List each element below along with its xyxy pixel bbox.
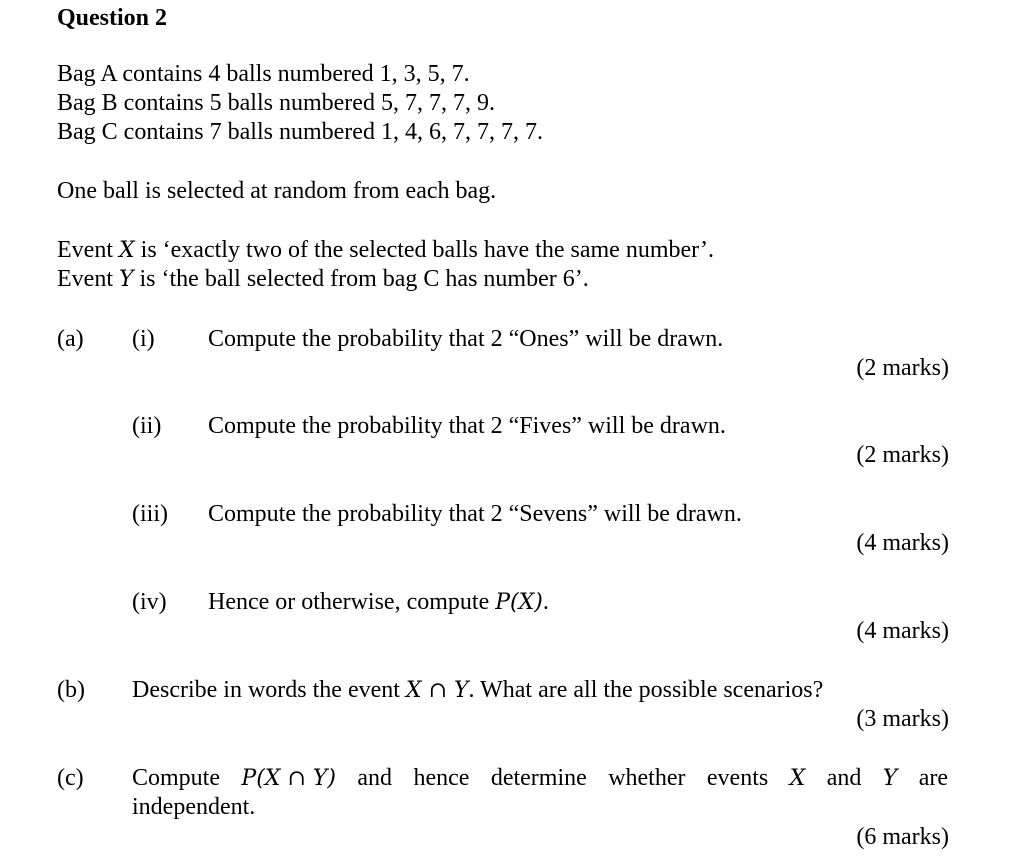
event-x-symbol: X	[118, 238, 135, 263]
part-c-word: Compute	[132, 765, 220, 791]
part-a-iv-lead: Hence or otherwise, compute	[208, 589, 496, 615]
part-a-ii-label: (ii)	[132, 413, 162, 439]
part-c-label: (c)	[57, 765, 84, 791]
part-c-line2: independent.	[132, 794, 256, 820]
part-c-marks: (6 marks)	[856, 824, 949, 850]
part-b-math: X ∩ Y	[405, 678, 469, 703]
event-y-prefix: Event	[57, 266, 119, 292]
part-c-math-pxy: P(X ∩ Y)	[241, 766, 336, 791]
part-b-label: (b)	[57, 677, 85, 703]
part-b-text	[132, 676, 823, 705]
part-c-word: whether	[608, 765, 686, 791]
part-a-iv-marks: (4 marks)	[856, 618, 949, 644]
part-c-math-x: X	[789, 766, 806, 791]
part-a-iv-text	[208, 588, 549, 617]
part-c-word: and	[826, 765, 862, 791]
part-a-iv-end: .	[542, 589, 549, 615]
part-a-iv-math: P(X)	[495, 590, 543, 615]
part-b-tail: . What are all the possible scenarios?	[468, 677, 824, 703]
part-c-word: hence	[413, 765, 470, 791]
part-c-word: events	[706, 765, 769, 791]
part-a-ii-marks: (2 marks)	[856, 442, 949, 468]
bag-a-line: Bag A contains 4 balls numbered 1, 3, 5, 7.	[57, 61, 470, 87]
part-a-i-label: (i)	[132, 326, 155, 352]
part-a-iii-marks: (4 marks)	[856, 530, 949, 556]
event-x-text: is ‘exactly two of the selected balls have the same number’.	[134, 237, 715, 263]
selection-line: One ball is selected at random from each bag.	[57, 178, 497, 204]
part-b-marks: (3 marks)	[856, 706, 949, 732]
part-c-line1	[132, 764, 948, 793]
part-c-word: are	[918, 765, 948, 791]
part-a-label: (a)	[57, 326, 84, 352]
event-y-text: is ‘the ball selected from bag C has number 6’.	[133, 266, 589, 292]
part-a-iv-label: (iv)	[132, 589, 167, 615]
question-title: Question 2	[57, 5, 168, 31]
part-a-ii-text: Compute the probability that 2 “Fives” will be drawn.	[208, 413, 726, 439]
part-c-word: and	[357, 765, 393, 791]
part-a-i-text: Compute the probability that 2 “Ones” will be drawn.	[208, 326, 724, 352]
bag-b-line: Bag B contains 5 balls numbered 5, 7, 7, 7, 9.	[57, 90, 495, 116]
event-y-symbol: Y	[118, 267, 134, 292]
bag-c-line: Bag C contains 7 balls numbered 1, 4, 6, 7, 7, 7, 7.	[57, 119, 543, 145]
event-y-line	[57, 265, 589, 294]
part-c-math-y: Y	[882, 766, 898, 791]
event-x-line	[57, 236, 714, 265]
part-a-iii-text: Compute the probability that 2 “Sevens” will be drawn.	[208, 501, 742, 527]
part-a-i-marks: (2 marks)	[856, 355, 949, 381]
part-c-word: determine	[490, 765, 587, 791]
part-b-lead: Describe in words the event	[132, 677, 406, 703]
event-x-prefix: Event	[57, 237, 119, 263]
part-a-iii-label: (iii)	[132, 501, 168, 527]
